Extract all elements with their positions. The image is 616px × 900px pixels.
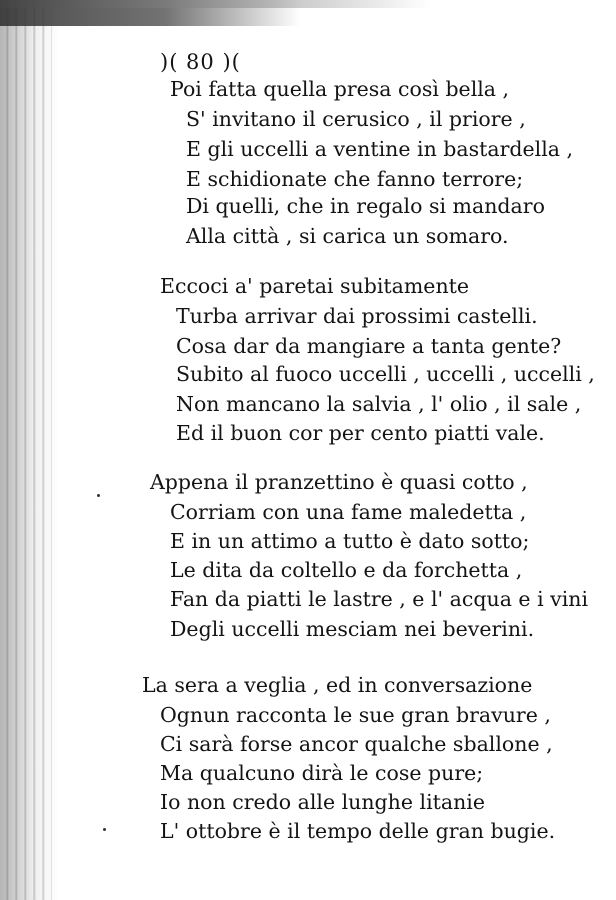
verse-line: Ci sarà forse ancor qualche sballone , [160, 732, 553, 756]
scan-shadow-strip [0, 0, 616, 8]
verse-line: Ognun racconta le sue gran bravure , [160, 703, 551, 727]
verse-line: Di quelli, che in regalo si mandaro [186, 194, 545, 218]
verse-line: Subito al fuoco uccelli , uccelli , uccelli , [176, 362, 595, 386]
verse-line: Ma qualcuno dirà le cose pure; [160, 761, 484, 785]
ink-speck [97, 494, 100, 497]
verse-line: Ed il buon cor per cento piatti vale. [176, 421, 545, 445]
verse-line: La sera a veglia , ed in conversazione [142, 673, 533, 697]
page-number: )( 80 )( [160, 50, 241, 74]
verse-line: Corriam con una fame maledetta , [170, 500, 527, 524]
verse-line: Cosa dar da mangiare a tanta gente? [176, 334, 562, 358]
verse-line: Le dita da coltello e da forchetta , [170, 558, 523, 582]
verse-line: Appena il pranzettino è quasi cotto , [150, 470, 528, 494]
verse-line: L' ottobre è il tempo delle gran bugie. [160, 819, 556, 843]
verse-line: S' invitano il cerusico , il priore , [186, 107, 526, 131]
verse-line: Io non credo alle lunghe litanie [160, 790, 485, 814]
verse-line: E in un attimo a tutto è dato sotto; [170, 529, 530, 553]
verse-line: Fan da piatti le lastre , e l' acqua e i vini [170, 587, 589, 611]
verse-line: Turba arrivar dai prossimi castelli. [176, 304, 538, 328]
verse-line: Poi fatta quella presa così bella , [170, 77, 510, 101]
verse-line: E gli uccelli a ventine in bastardella , [186, 137, 574, 161]
page-edges [0, 0, 52, 900]
ink-speck [103, 828, 106, 831]
verse-line: Non mancano la salvia , l' olio , il sale , [176, 392, 582, 416]
verse-line: Alla città , si carica un somaro. [186, 224, 509, 248]
verse-line: Eccoci a' paretai subitamente [160, 274, 470, 298]
verse-line: E schidionate che fanno terrore; [186, 167, 524, 191]
verse-line: Degli uccelli mesciam nei beverini. [170, 617, 535, 641]
